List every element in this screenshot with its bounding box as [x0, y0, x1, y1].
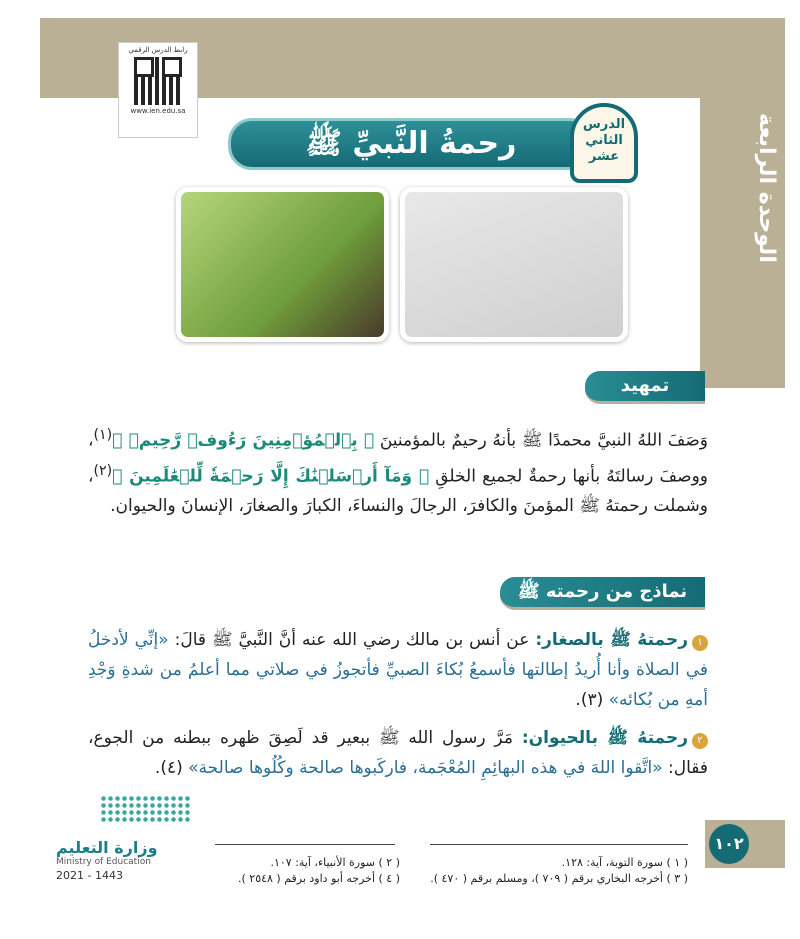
footnotes-left — [200, 855, 400, 887]
page-number-tab — [705, 820, 785, 868]
qr-code-box[interactable] — [118, 42, 198, 138]
item-number-badge: ١ — [692, 635, 708, 651]
badge-line: الثاني — [585, 133, 623, 148]
footnote: ( ٢ ) سورة الأنبياء، آية: ١٠٧. — [270, 856, 400, 869]
ministry-logo — [56, 838, 206, 882]
bird-nest-photo — [176, 187, 389, 342]
qr-url[interactable]: www.ien.edu.sa — [130, 107, 186, 115]
intro-text: وَصَفَ اللهُ النبيَّ محمدًا ﷺ بأنهُ رحيمٌ بالمؤمنينَ — [374, 430, 709, 451]
footnote-ref: (٤). — [154, 758, 189, 778]
intro-text: ، ووصفَ رسالتَهُ بأنها رحمةٌ لجميع الخلقِ — [88, 430, 708, 487]
footnotes-right — [430, 855, 688, 887]
example-item — [88, 723, 708, 783]
ministry-name-en: Ministry of Education — [56, 857, 151, 867]
footnote-ref: (٣). — [575, 690, 609, 710]
intro-text: ، وشملت رحمتهُ ﷺ المؤمنَ والكافرَ، الرجالَ والنساءَ، الكبارَ والصغارَ، الإنسانَ والحيوان. — [88, 466, 708, 517]
qr-caption: رابط الدرس الرقمي — [128, 46, 188, 54]
section-heading-examples: نماذج من رحمته ﷺ — [500, 577, 705, 610]
page-number: ١٠٢ — [709, 824, 749, 864]
unit-label: الوحدة الرابعة — [754, 113, 779, 263]
intro-paragraph — [88, 420, 708, 521]
badge-line: عشر — [588, 149, 620, 164]
footnote-ref: (١) — [93, 427, 113, 443]
section-heading-intro: تمهيد — [585, 371, 705, 404]
footnote-ref: (٢) — [93, 462, 113, 479]
ministry-dots-logo — [100, 795, 190, 823]
item-title: رحمتهُ ﷺ بالصغار: — [535, 630, 688, 650]
quran-verse: ﴿ بِٱلۡمُؤۡمِنِينَ رَءُوفٞ رَّحِيمٞ ﴾ — [112, 430, 375, 451]
footnote-divider — [215, 844, 395, 845]
footnote: ( ٤ ) أخرجه أبو داود برقم ( ٢٥٤٨ ). — [237, 872, 400, 885]
footnote-divider — [430, 844, 688, 845]
side-decorative-band — [700, 18, 785, 388]
lesson-number-badge — [570, 103, 638, 183]
example-item — [88, 625, 708, 715]
footnote: ( ١ ) سورة التوبة، آية: ١٢٨. — [561, 856, 688, 869]
hadith-text: «اتَّقوا اللهَ في هذه البهائِمِ المُعْجَمة، فاركَبوها صالحة وكُلُوها صالحة» — [188, 758, 663, 778]
item-title: رحمتهُ ﷺ بالحيوان: — [521, 728, 688, 748]
edition-year: 2021 - 1443 — [56, 869, 123, 882]
lesson-title: رحمةُ النَّبيِّ ﷺ — [228, 118, 594, 170]
badge-line: الدرس — [582, 117, 626, 132]
qr-code-icon[interactable] — [134, 57, 182, 105]
boy-feeding-parrot-photo — [400, 187, 628, 342]
item-text: مَرَّ رسول الله ﷺ ببعير قد لَصِقَ ظهره ببطنه من الجوع، فقال: — [88, 728, 708, 778]
hadith-text: «إنِّي لأدخلُ في الصلاة وأنا أُريدُ إطالتها فأسمعُ بُكاءَ الصبيِّ فأتجوزُ في صلاتي مما أعلمُ من شدةِ وَجْدِ أمهِ من بُكائه» — [88, 630, 708, 710]
ministry-name-ar: وزارة التعليم — [56, 838, 158, 857]
item-text: عن أنس بن مالك رضي الله عنه أنَّ النَّبيَّ ﷺ قالَ: — [168, 630, 536, 650]
item-number-badge: ٢ — [692, 733, 708, 749]
quran-verse: ﴿ وَمَآ أَرۡسَلۡنَٰكَ إِلَّا رَحۡمَةٗ لِّلۡعَٰلَمِينَ ﴾ — [112, 466, 430, 487]
footnote: ( ٣ ) أخرجه البخاري برقم ( ٧٠٩ )، ومسلم برقم ( ٤٧٠ ). — [430, 872, 688, 885]
